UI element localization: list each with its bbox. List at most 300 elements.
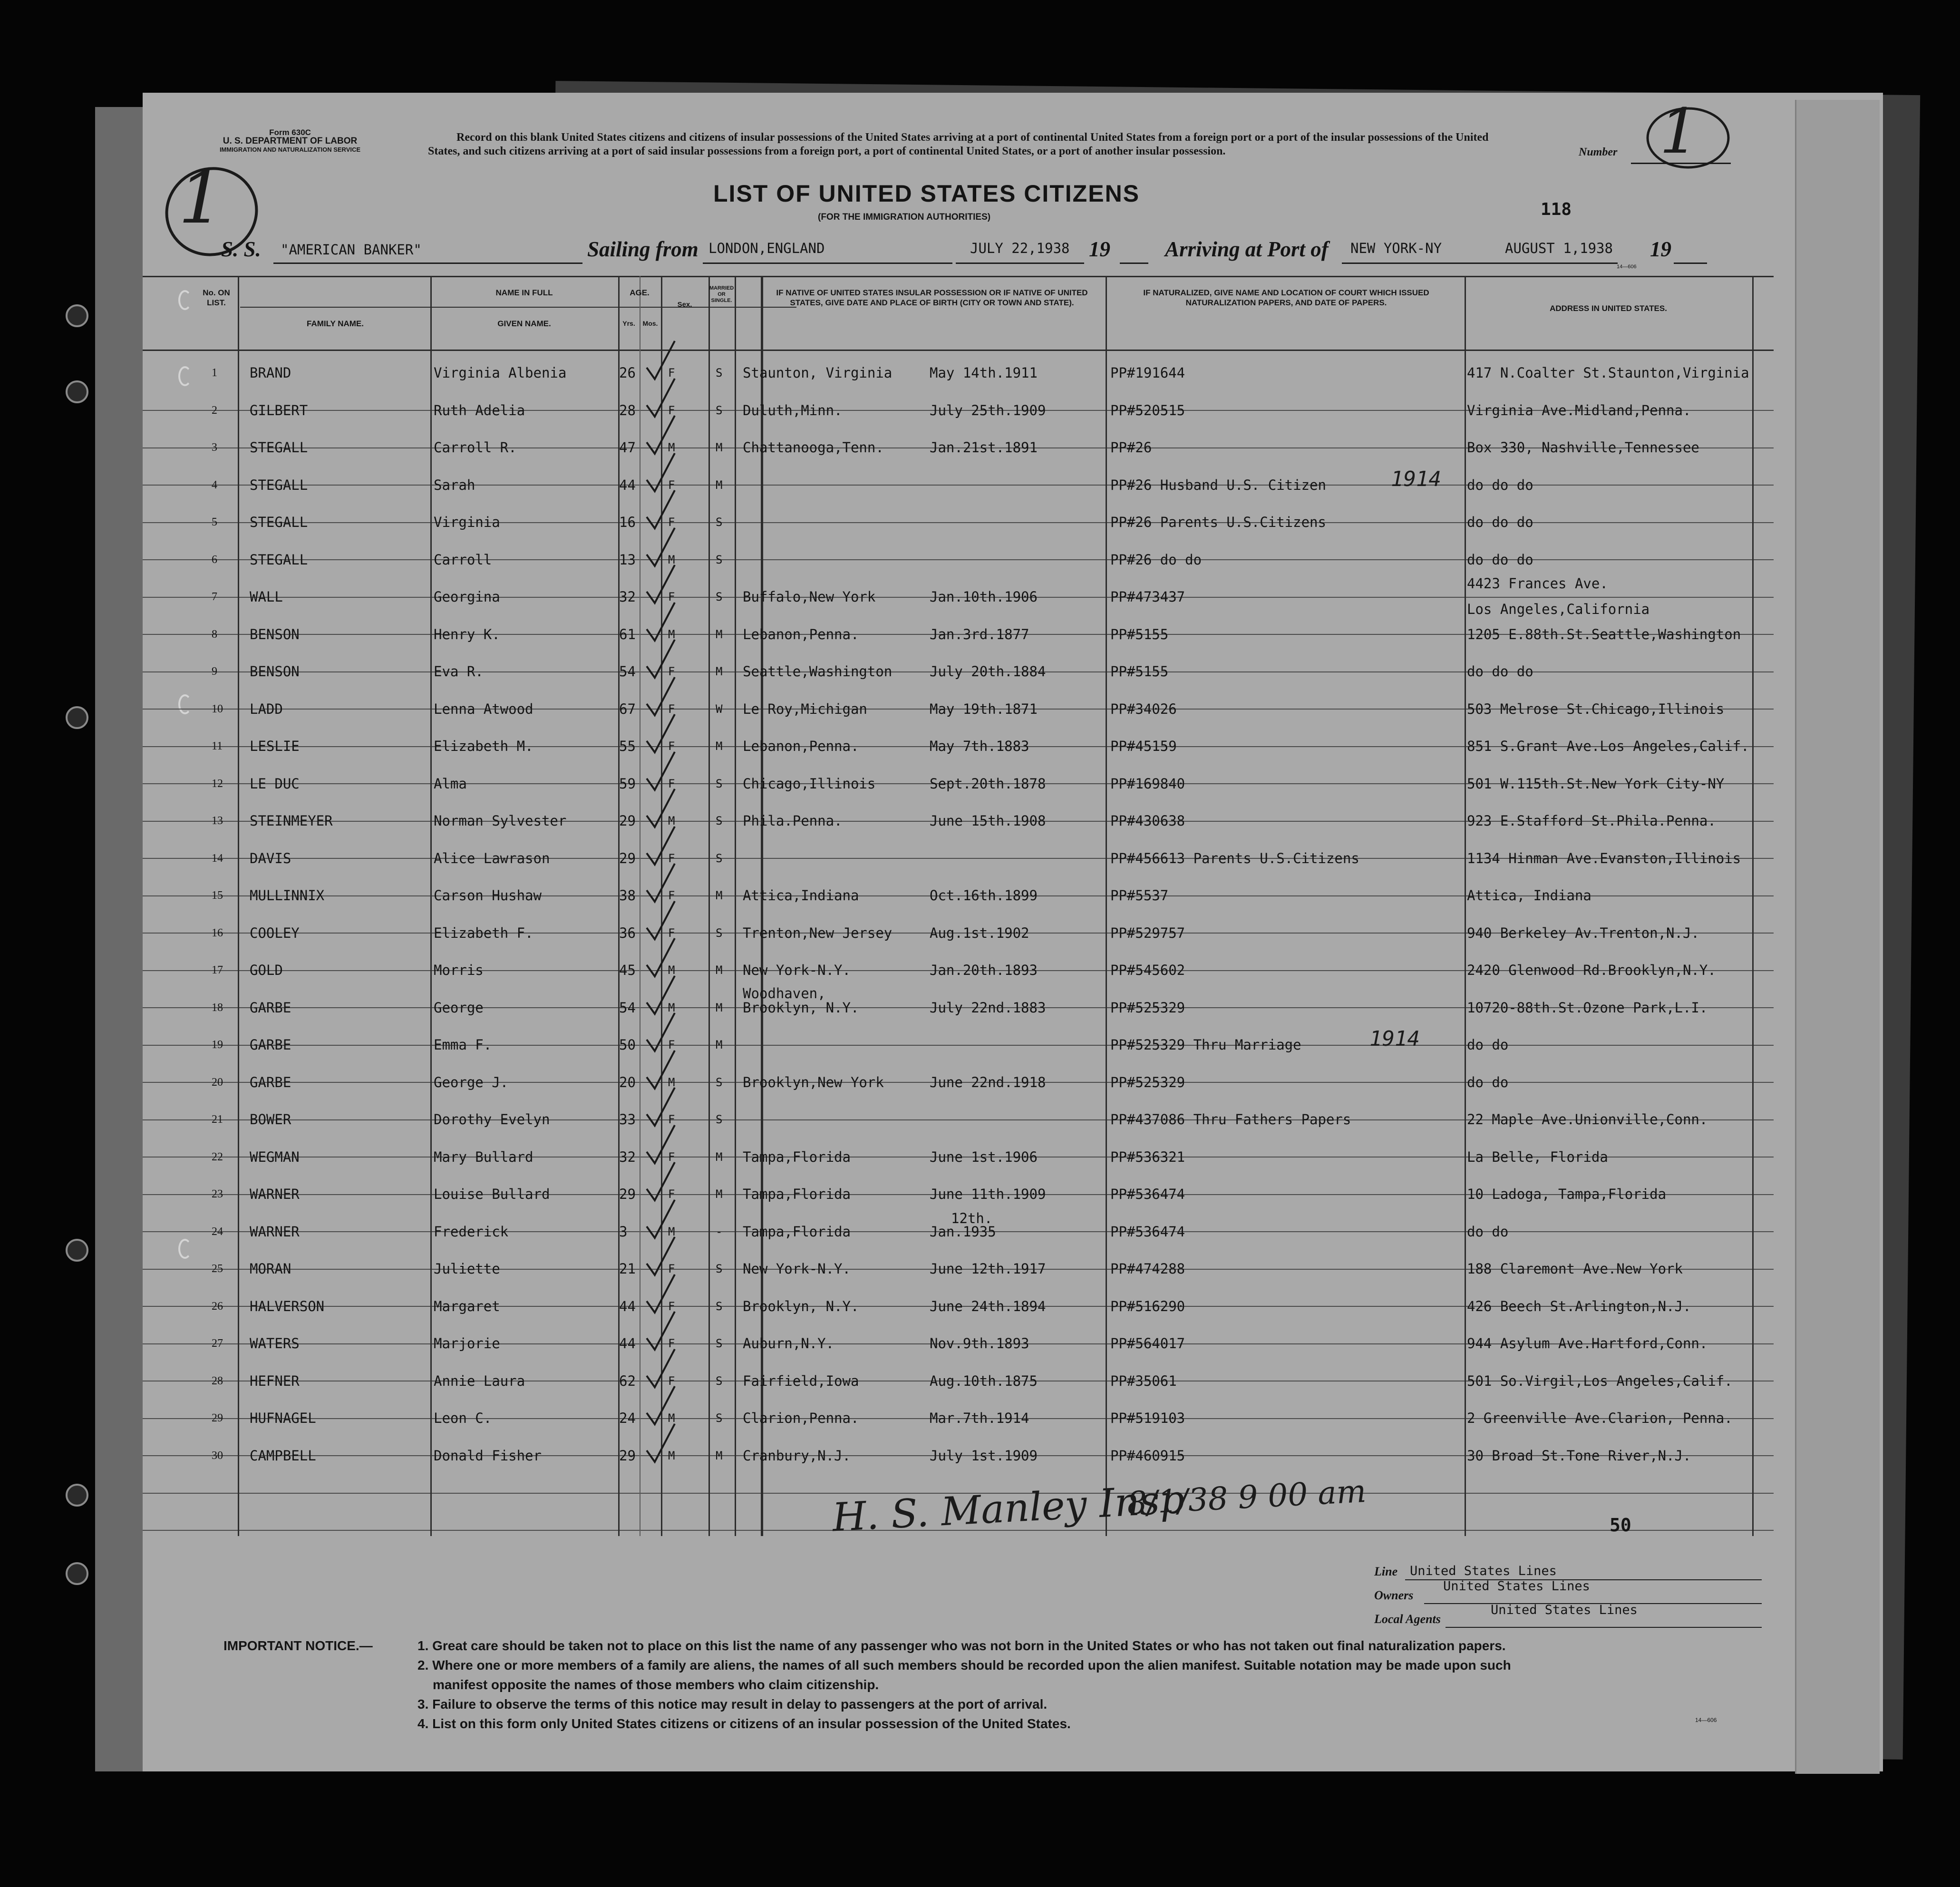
- marital-status: W: [716, 702, 723, 716]
- family-name: STEGALL: [250, 439, 308, 456]
- given-name: Carroll: [434, 551, 492, 568]
- binder-hole: [66, 1562, 88, 1585]
- form-code: 14—606: [1617, 264, 1637, 270]
- marital-status: M: [716, 1038, 723, 1051]
- checkmark-icon: [644, 1123, 678, 1166]
- marital-status: S: [716, 1374, 723, 1388]
- checkmark-icon: [644, 1198, 678, 1241]
- birth-place: Chattanooga,Tenn.: [743, 439, 884, 456]
- family-name: LADD: [250, 700, 283, 717]
- sailing-from: LONDON,ENGLAND: [708, 240, 825, 256]
- line-value: United States Lines: [1410, 1564, 1557, 1578]
- address: do do: [1467, 1037, 1509, 1053]
- row-rule: [143, 1045, 1774, 1046]
- ship-name: "AMERICAN BANKER": [281, 242, 422, 258]
- department-name: U. S. DEPARTMENT OF LABOR: [223, 136, 358, 146]
- marital-status: S: [716, 851, 723, 865]
- row-number: 19: [212, 1039, 223, 1051]
- naturalization: PP#169840: [1110, 775, 1185, 792]
- year-prefix: 19: [1089, 237, 1110, 261]
- birth-place: Tampa,Florida: [743, 1223, 851, 1240]
- arriving-port: NEW YORK-NY: [1350, 240, 1442, 256]
- birth-place: Le Roy,Michigan: [743, 700, 867, 717]
- row-number: 10: [212, 702, 223, 715]
- col-header-sex: Sex.: [677, 301, 692, 309]
- notice-item: 1. Great care should be taken not to place on this list the name of any passenger who was not born in the United States or who has not taken out final naturalization papers.: [417, 1638, 1506, 1653]
- marital-status: S: [716, 553, 723, 566]
- number-label: Number: [1579, 146, 1618, 158]
- notice-item: 4. List on this form only United States citizens or citizens of an insular possession of the United States.: [417, 1716, 1071, 1731]
- row-number: 3: [212, 441, 217, 454]
- family-name: BENSON: [250, 626, 300, 642]
- marital-status: S: [716, 1075, 723, 1089]
- birth-place: Brooklyn,New York: [743, 1074, 884, 1090]
- given-name: Henry K.: [434, 626, 500, 642]
- naturalization: PP#5155: [1110, 626, 1169, 642]
- naturalization: PP#473437: [1110, 589, 1185, 605]
- document-title: LIST OF UNITED STATES CITIZENS: [713, 180, 1140, 207]
- birth-date: Oct.16th.1899: [930, 887, 1038, 904]
- birth-place: Auburn,N.Y.: [743, 1335, 834, 1352]
- given-name: Virginia Albenia: [434, 365, 567, 381]
- checkmark-icon: [644, 675, 678, 718]
- age-years: 21: [619, 1261, 636, 1277]
- important-notice-title: IMPORTANT NOTICE.—: [223, 1638, 373, 1653]
- arriving-date: AUGUST 1,1938: [1505, 240, 1613, 256]
- given-name: Leon C.: [434, 1410, 492, 1426]
- sex: M: [668, 814, 675, 827]
- given-name: Alice Lawrason: [434, 850, 550, 866]
- given-name: Georgina: [434, 589, 500, 605]
- sex: M: [668, 1001, 675, 1014]
- col-header-family: FAMILY NAME.: [307, 319, 364, 328]
- checkmark-icon: [644, 1347, 678, 1390]
- column-rule: [238, 276, 239, 1536]
- family-name: COOLEY: [250, 924, 300, 941]
- naturalization: PP#437086 Thru Fathers Papers: [1110, 1111, 1351, 1128]
- birth-date-line1: 12th.: [951, 1210, 993, 1226]
- address: Box 330, Nashville,Tennessee: [1467, 439, 1699, 456]
- number-value: 1: [1659, 95, 1699, 167]
- age-years: 13: [619, 551, 636, 568]
- handwritten-year: 1914: [1369, 1027, 1420, 1051]
- marital-status: S: [716, 516, 723, 529]
- family-name: LESLIE: [250, 738, 300, 754]
- checkmark-icon: [644, 339, 678, 382]
- birth-date: June 24th.1894: [930, 1298, 1046, 1314]
- column-rule: [1106, 276, 1107, 1536]
- binder-hole: [66, 1484, 88, 1507]
- address: do do do: [1467, 551, 1533, 568]
- age-years: 44: [619, 1335, 636, 1352]
- family-name: MULLINNIX: [250, 887, 325, 904]
- family-name: HALVERSON: [250, 1298, 325, 1314]
- address: 944 Asylum Ave.Hartford,Conn.: [1467, 1335, 1708, 1352]
- family-name: HEFNER: [250, 1372, 300, 1389]
- column-rule: [735, 276, 736, 1536]
- address: 851 S.Grant Ave.Los Angeles,Calif.: [1467, 738, 1749, 754]
- sex: M: [668, 1225, 675, 1238]
- birth-place: Phila.Penna.: [743, 813, 843, 829]
- age-years: 16: [619, 514, 636, 530]
- naturalization: PP#26 Parents U.S.Citizens: [1110, 514, 1326, 530]
- agents-label: Local Agents: [1374, 1612, 1441, 1626]
- sex: F: [668, 516, 675, 529]
- address: 501 W.115th.St.New York City-NY: [1467, 775, 1725, 792]
- checkmark-icon: [644, 1049, 678, 1091]
- age-years: 29: [619, 1447, 636, 1464]
- birth-date: May 14th.1911: [930, 365, 1038, 381]
- signature-date: 8/1/38 9 00 am: [1126, 1472, 1367, 1522]
- row-number: 25: [212, 1263, 223, 1275]
- col-header-married: MARRIED OR SINGLE.: [709, 285, 734, 303]
- address: 188 Claremont Ave.New York: [1467, 1261, 1683, 1277]
- address: 10 Ladoga, Tampa,Florida: [1467, 1186, 1667, 1202]
- column-rule: [1465, 276, 1466, 1536]
- naturalization: PP#45159: [1110, 738, 1177, 754]
- birth-date: Mar.7th.1914: [930, 1410, 1029, 1426]
- birth-date: Aug.10th.1875: [930, 1372, 1038, 1389]
- page-number: 118: [1541, 200, 1572, 219]
- age-years: 38: [619, 887, 636, 904]
- naturalization: PP#545602: [1110, 962, 1185, 978]
- address-line2: Los Angeles,California: [1467, 601, 1650, 617]
- checkmark-icon: [644, 1310, 678, 1352]
- address: Attica, Indiana: [1467, 887, 1591, 904]
- row-number: 23: [212, 1188, 223, 1200]
- checkmark-icon: [644, 1011, 678, 1054]
- naturalization: PP#191644: [1110, 365, 1185, 381]
- notice-item: manifest opposite the names of those members who claim citizenship.: [433, 1677, 879, 1692]
- naturalization: PP#34026: [1110, 700, 1177, 717]
- naturalization: PP#536474: [1110, 1186, 1185, 1202]
- naturalization: PP#474288: [1110, 1261, 1185, 1277]
- row-number: 8: [212, 628, 217, 641]
- row-number: 11: [212, 740, 223, 752]
- birth-date: Jan.20th.1893: [930, 962, 1038, 978]
- family-name: STEGALL: [250, 477, 308, 493]
- address: 426 Beech St.Arlington,N.J.: [1467, 1298, 1691, 1314]
- binder-hole: [66, 304, 88, 327]
- checkmark-icon: [644, 899, 678, 942]
- given-name: Emma F.: [434, 1037, 492, 1053]
- checkmark-icon: [644, 1160, 678, 1203]
- naturalization: PP#525329 Thru Marriage: [1110, 1037, 1301, 1053]
- address: 1134 Hinman Ave.Evanston,Illinois: [1467, 850, 1741, 866]
- birth-date: June 15th.1908: [930, 813, 1046, 829]
- col-header-birth: IF NATIVE OF UNITED STATES INSULAR POSSESSION OR IF NATIVE OF UNITED STATES, GIVE DATE AND PLACE OF BIRTH (CITY OR TOWN AND STATE).: [776, 288, 1088, 307]
- birth-place: Brooklyn, N.Y.: [743, 1298, 859, 1314]
- marital-status: S: [716, 1411, 723, 1425]
- number-circle: [1640, 102, 1736, 174]
- arriving-label: Arriving at Port of: [1165, 237, 1329, 261]
- birth-date: May 7th.1883: [930, 738, 1029, 754]
- age-years: 67: [619, 700, 636, 717]
- column-rule: [430, 276, 432, 1536]
- marital-status: S: [716, 1113, 723, 1126]
- age-years: 33: [619, 1111, 636, 1128]
- naturalization: PP#525329: [1110, 1074, 1185, 1090]
- given-name: Ruth Adelia: [434, 402, 525, 418]
- row-number: 16: [212, 926, 223, 939]
- age-years: 62: [619, 1372, 636, 1389]
- family-name: BRAND: [250, 365, 291, 381]
- sex: M: [668, 441, 675, 454]
- folded-page-edge: [1795, 100, 1880, 1774]
- naturalization: PP#520515: [1110, 402, 1185, 418]
- row-number: 14: [212, 852, 223, 865]
- checkmark-icon: [644, 414, 678, 457]
- birth-date: June 11th.1909: [930, 1186, 1046, 1202]
- col-header-age: AGE.: [630, 288, 650, 297]
- row-number: 26: [212, 1300, 223, 1313]
- age-years: 44: [619, 1298, 636, 1314]
- sex: F: [668, 478, 675, 492]
- year-underline: [1120, 243, 1148, 264]
- binder-hole: [66, 1239, 88, 1262]
- col-header-name-in-full: NAME IN FULL: [495, 288, 553, 297]
- naturalization: PP#519103: [1110, 1410, 1185, 1426]
- naturalization: PP#536321: [1110, 1148, 1185, 1165]
- birth-place: Chicago,Illinois: [743, 775, 876, 792]
- marital-status: S: [716, 1299, 723, 1313]
- address: do do: [1467, 1223, 1509, 1240]
- birth-place: Attica,Indiana: [743, 887, 859, 904]
- marital-status: M: [716, 963, 723, 977]
- birth-date: Aug.1st.1902: [930, 924, 1029, 941]
- age-years: 26: [619, 365, 636, 381]
- age-years: 28: [619, 402, 636, 418]
- age-years: 59: [619, 775, 636, 792]
- address: 1205 E.88th.St.Seattle,Washington: [1467, 626, 1741, 642]
- family-name: STEGALL: [250, 514, 308, 530]
- column-rule: [1752, 276, 1754, 1536]
- birth-date: Sept.20th.1878: [930, 775, 1046, 792]
- age-years: 54: [619, 663, 636, 680]
- given-name: Annie Laura: [434, 1372, 525, 1389]
- checkmark-icon: [644, 1384, 678, 1427]
- checkmark-icon: [644, 488, 678, 531]
- sailing-date: JULY 22,1938: [970, 240, 1070, 256]
- age-years: 44: [619, 477, 636, 493]
- address: 2420 Glenwood Rd.Brooklyn,N.Y.: [1467, 962, 1716, 978]
- sex: F: [668, 926, 675, 940]
- age-years: 50: [619, 1037, 636, 1053]
- marital-status: M: [716, 1449, 723, 1462]
- address: 923 E.Stafford St.Phila.Penna.: [1467, 813, 1716, 829]
- address: 501 So.Virgil,Los Angeles,Calif.: [1467, 1372, 1733, 1389]
- sex: F: [668, 1038, 675, 1051]
- given-name: Alma: [434, 775, 467, 792]
- checkmark-icon: [644, 1235, 678, 1278]
- sex: F: [668, 1299, 675, 1313]
- marital-status: M: [716, 1001, 723, 1014]
- age-years: 29: [619, 850, 636, 866]
- given-name: Eva R.: [434, 663, 484, 680]
- address: 417 N.Coalter St.Staunton,Virginia: [1467, 365, 1749, 381]
- address: 30 Broad St.Tone River,N.J.: [1467, 1447, 1691, 1464]
- given-name: Louise Bullard: [434, 1186, 550, 1202]
- family-name: HUFNAGEL: [250, 1410, 316, 1426]
- birth-place: Lebanon,Penna.: [743, 626, 859, 642]
- marital-status: S: [716, 1262, 723, 1275]
- column-rule: [708, 276, 710, 1536]
- family-name: BENSON: [250, 663, 300, 680]
- age-years: 61: [619, 626, 636, 642]
- row-number: 6: [212, 553, 217, 566]
- given-name: Norman Sylvester: [434, 813, 567, 829]
- col-header-yrs: Yrs.: [622, 320, 635, 327]
- col-header-mos: Mos.: [642, 320, 658, 327]
- address: do do: [1467, 1074, 1509, 1090]
- address: 22 Maple Ave.Unionville,Conn.: [1467, 1111, 1708, 1128]
- form-number: Form 630C: [269, 128, 311, 137]
- checkmark-icon: [644, 862, 678, 905]
- naturalization: PP#26 Husband U.S. Citizen: [1110, 477, 1326, 493]
- naturalization: PP#26 do do: [1110, 551, 1202, 568]
- col-header-no: No. ON LIST.: [203, 288, 230, 307]
- naturalization: PP#5155: [1110, 663, 1169, 680]
- naturalization: PP#35061: [1110, 1372, 1177, 1389]
- notice-item: 3. Failure to observe the terms of this notice may result in delay to passengers at the port of arrival.: [417, 1697, 1048, 1712]
- sex: F: [668, 1187, 675, 1201]
- row-number: 1: [212, 367, 217, 379]
- birth-date: June 12th.1917: [930, 1261, 1046, 1277]
- sailing-label: Sailing from: [587, 237, 699, 261]
- service-name: IMMIGRATION AND NATURALIZATION SERVICE: [219, 146, 361, 153]
- given-name: Elizabeth M.: [434, 738, 534, 754]
- address: 4423 Frances Ave.: [1467, 575, 1608, 592]
- given-name: Morris: [434, 962, 484, 978]
- birth-place-line1: Woodhaven,: [743, 985, 826, 1002]
- row-number: 20: [212, 1076, 223, 1089]
- address: 940 Berkeley Av.Trenton,N.J.: [1467, 924, 1699, 941]
- birth-date: June 22nd.1918: [930, 1074, 1046, 1090]
- birth-place: Fairfield,Iowa: [743, 1372, 859, 1389]
- row-number: 27: [212, 1337, 223, 1350]
- total-count: 50: [1610, 1515, 1631, 1536]
- col-header-given: GIVEN NAME.: [497, 319, 551, 328]
- given-name: Sarah: [434, 477, 475, 493]
- marital-status: S: [716, 366, 723, 379]
- birth-date: Jan.3rd.1877: [930, 626, 1029, 642]
- agents-value: United States Lines: [1491, 1603, 1638, 1617]
- row-number: 22: [212, 1150, 223, 1163]
- age-years: 24: [619, 1410, 636, 1426]
- birth-place: Tampa,Florida: [743, 1148, 851, 1165]
- checkmark-icon: [644, 936, 678, 979]
- marital-status: -: [716, 1225, 723, 1238]
- ship-prefix: S. S.: [221, 237, 261, 261]
- row-number: 9: [212, 665, 217, 678]
- family-name: MORAN: [250, 1261, 291, 1277]
- row-number: 17: [212, 964, 223, 976]
- form-identifier: [188, 128, 392, 154]
- family-name: BOWER: [250, 1111, 291, 1128]
- marital-status: S: [716, 814, 723, 827]
- marital-status: S: [716, 1337, 723, 1350]
- marital-status: M: [716, 739, 723, 753]
- checkmark-icon: [644, 712, 678, 755]
- given-name: Margaret: [434, 1298, 500, 1314]
- family-name: STEINMEYER: [250, 813, 333, 829]
- form-code: 14—606: [1695, 1717, 1717, 1723]
- marital-status: S: [716, 403, 723, 417]
- row-number: 4: [212, 478, 217, 491]
- address: do do do: [1467, 663, 1533, 680]
- naturalization: PP#525329: [1110, 999, 1185, 1016]
- address: La Belle, Florida: [1467, 1148, 1608, 1165]
- sex: M: [668, 627, 675, 641]
- row-number: 29: [212, 1412, 223, 1424]
- marital-status: M: [716, 441, 723, 454]
- checkmark-icon: [644, 974, 678, 1017]
- row-number: 28: [212, 1374, 223, 1387]
- family-name: STEGALL: [250, 551, 308, 568]
- sex: F: [668, 739, 675, 753]
- birth-date: Jan.10th.1906: [930, 589, 1038, 605]
- row-number: 2: [212, 404, 217, 417]
- checkmark-icon: [644, 1273, 678, 1315]
- family-name: WATERS: [250, 1335, 300, 1352]
- address: do do do: [1467, 514, 1533, 530]
- age-years: 54: [619, 999, 636, 1016]
- birth-date: July 25th.1909: [930, 402, 1046, 418]
- marital-status: M: [716, 627, 723, 641]
- given-name: Marjorie: [434, 1335, 500, 1352]
- col-header-naturalized: IF NATURALIZED, GIVE NAME AND LOCATION OF COURT WHICH ISSUED NATURALIZATION PAPERS, AND DATE OF PAPERS.: [1143, 288, 1429, 307]
- age-years: 20: [619, 1074, 636, 1090]
- notice-item: 2. Where one or more members of a family are aliens, the names of all such members should be recorded upon the alien manifest. Suitable notation may be made upon such: [417, 1658, 1511, 1673]
- row-number: 18: [212, 1001, 223, 1014]
- given-name: Elizabeth F.: [434, 924, 534, 941]
- family-name: WEGMAN: [250, 1148, 300, 1165]
- family-name: CAMPBELL: [250, 1447, 316, 1464]
- row-number: 30: [212, 1449, 223, 1462]
- sex: F: [668, 403, 675, 417]
- binder-hole: [66, 380, 88, 403]
- corner-mark: 1: [178, 157, 224, 240]
- birth-date: Nov.9th.1893: [930, 1335, 1029, 1352]
- form-instruction: Record on this blank United States citizens and citizens of insular possessions of the United States arriving at a port of continental United States from a foreign port or a port of the insular possessions of the United States, and such citizens arriving at a port of said insular possessions from a foreign port, a port of continental United States, or a port of another insular possession.: [428, 131, 1489, 157]
- given-name: Lenna Atwood: [434, 700, 534, 717]
- birth-place: Brooklyn, N.Y.: [743, 999, 859, 1016]
- owners-label: Owners: [1374, 1588, 1414, 1602]
- address: 10720-88th.St.Ozone Park,L.I.: [1467, 999, 1708, 1016]
- checkmark-icon: [644, 1422, 678, 1465]
- birth-date: Jan.21st.1891: [930, 439, 1038, 456]
- sex: F: [668, 777, 675, 790]
- table-header-rule: [143, 350, 1774, 351]
- sex: F: [668, 1262, 675, 1275]
- row-number: 15: [212, 889, 223, 902]
- naturalization: PP#460915: [1110, 1447, 1185, 1464]
- name-subheader-rule: [240, 307, 796, 308]
- given-name: Virginia: [434, 514, 500, 530]
- age-years: 3: [619, 1223, 628, 1240]
- row-number: 24: [212, 1225, 223, 1238]
- naturalization: PP#5537: [1110, 887, 1169, 904]
- family-name: GILBERT: [250, 402, 308, 418]
- naturalization: PP#456613 Parents U.S.Citizens: [1110, 850, 1359, 866]
- family-name: WARNER: [250, 1186, 300, 1202]
- given-name: George: [434, 999, 484, 1016]
- marital-status: M: [716, 478, 723, 492]
- family-name: DAVIS: [250, 850, 291, 866]
- row-number: 5: [212, 516, 217, 528]
- inspector-signature: H. S. Manley Insp: [831, 1477, 1186, 1541]
- family-name: GARBE: [250, 1074, 291, 1090]
